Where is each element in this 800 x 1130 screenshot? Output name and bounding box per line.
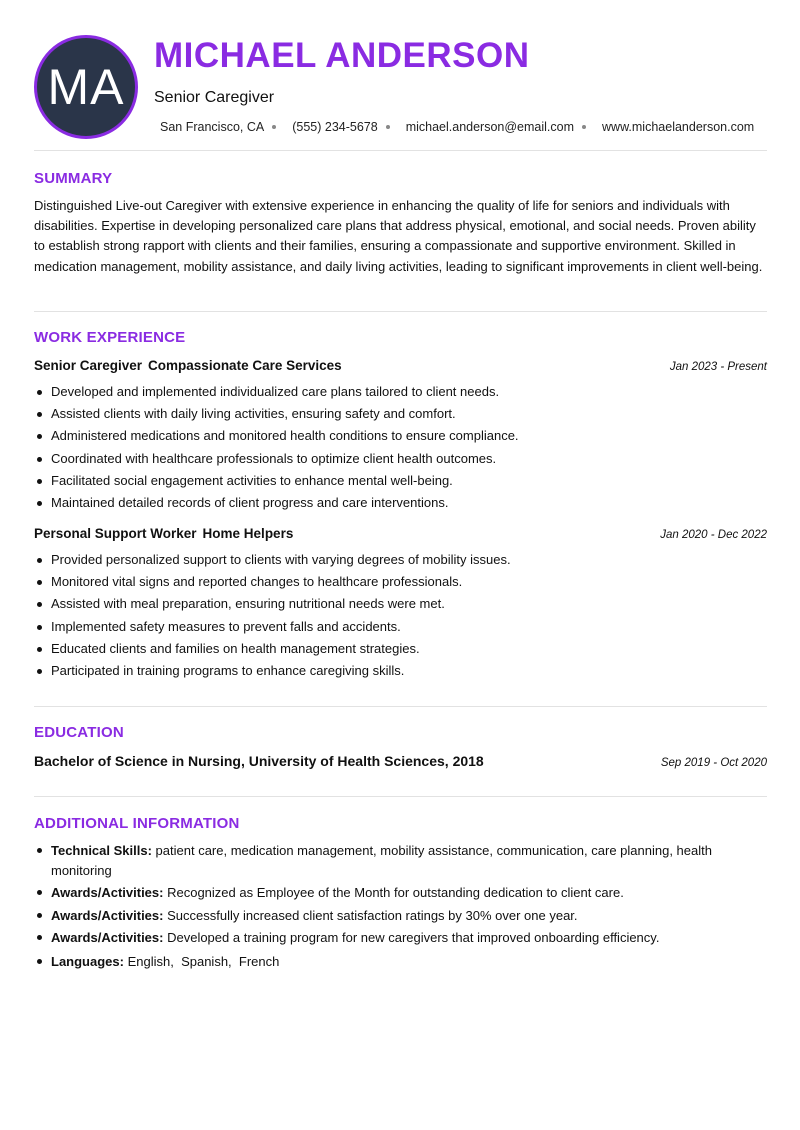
list-item: Developed and implemented individualized care plans tailored to client needs. [34, 381, 767, 403]
list-item: Assisted with meal preparation, ensuring nutritional needs were met. [34, 593, 767, 615]
list-item [34, 883, 767, 903]
list-item [34, 928, 767, 948]
job-header [34, 358, 767, 373]
additional-info-heading: ADDITIONAL INFORMATION [34, 815, 240, 832]
job-bullets [34, 549, 767, 682]
item-label: Technical Skills: [51, 843, 152, 858]
divider [34, 796, 767, 797]
list-item: Participated in training programs to enhance caregiving skills. [34, 660, 767, 682]
avatar-initials: MA [47, 59, 125, 115]
job-bullets [34, 381, 767, 514]
work-experience-heading: WORK EXPERIENCE [34, 329, 186, 346]
job-header [34, 526, 767, 541]
education-degree: Bachelor of Science in Nursing, University of Health Sciences, 2018 [34, 753, 484, 769]
contact-phone: (555) 234-5678 [292, 120, 378, 134]
contact-email[interactable]: michael.anderson@email.com [405, 120, 575, 134]
list-item: Monitored vital signs and reported changes to healthcare professionals. [34, 571, 767, 593]
list-item: Implemented safety measures to prevent falls and accidents. [34, 616, 767, 638]
summary-text: Distinguished Live-out Caregiver with extensive experience in enhancing the quality of life for seniors and individuals with disabilities. Expertise in developing personalized care plans that address physical, emotional, and social needs. Proven ability to establish strong rapport with clients and their families, ensuring a compassionate and supportive environment. Skilled in medication management, mobility assistance, and daily living activities, leading to significant improvements in client well-being. [34, 198, 763, 274]
item-label: Awards/Activities: [51, 907, 164, 923]
item-label: Awards/Activities: [51, 930, 164, 945]
contact-website[interactable]: www.michaelanderson.com [602, 120, 755, 134]
divider [34, 706, 767, 707]
list-item: Provided personalized support to clients with varying degrees of mobility issues. [34, 549, 767, 571]
separator-dot-icon [386, 125, 390, 129]
item-text: Developed a training program for new caregivers that improved onboarding efficiency. [167, 930, 660, 945]
job-company: Compassionate Care Services [148, 358, 342, 373]
additional-info-list [34, 841, 767, 974]
candidate-name: MICHAEL ANDERSON [154, 36, 530, 75]
divider [34, 311, 767, 312]
item-label: Awards/Activities: [51, 885, 164, 900]
separator-dot-icon [582, 125, 586, 129]
contact-bar [160, 120, 754, 134]
item-text: Successfully increased client satisfaction ratings by 30% over one year. [167, 907, 578, 923]
job-dates: Jan 2023 - Present [669, 361, 767, 373]
list-item: Assisted clients with daily living activities, ensuring safety and comfort. [34, 403, 767, 425]
education-heading: EDUCATION [34, 724, 124, 741]
list-item: Coordinated with healthcare professionals to optimize client health outcomes. [34, 448, 767, 470]
item-label: Languages: [51, 953, 124, 969]
job-position: Personal Support Worker [34, 526, 197, 541]
job-title [34, 526, 293, 541]
divider [34, 150, 767, 151]
job-company: Home Helpers [202, 526, 294, 541]
item-text: English, Spanish, French [127, 953, 280, 969]
job-title [34, 358, 342, 373]
list-item: Educated clients and families on health management strategies. [34, 638, 767, 660]
list-item [34, 841, 767, 880]
item-text: patient care, medication management, mobility assistance, communication, care planning, health monitoring [51, 843, 712, 878]
avatar [34, 35, 138, 139]
summary-heading: SUMMARY [34, 170, 113, 187]
education-dates: Sep 2019 - Oct 2020 [660, 757, 767, 769]
contact-location: San Francisco, CA [160, 120, 265, 134]
job-dates: Jan 2020 - Dec 2022 [660, 529, 767, 541]
job-position: Senior Caregiver [34, 358, 143, 373]
list-item: Facilitated social engagement activities to enhance mental well-being. [34, 470, 767, 492]
separator-dot-icon [272, 125, 276, 129]
item-text: Recognized as Employee of the Month for outstanding dedication to client care. [167, 885, 624, 900]
candidate-role: Senior Caregiver [154, 89, 275, 106]
education-entry [34, 753, 767, 769]
list-item [34, 952, 767, 972]
list-item: Maintained detailed records of client progress and care interventions. [34, 492, 767, 514]
list-item: Administered medications and monitored health conditions to ensure compliance. [34, 425, 767, 447]
list-item [34, 906, 767, 926]
